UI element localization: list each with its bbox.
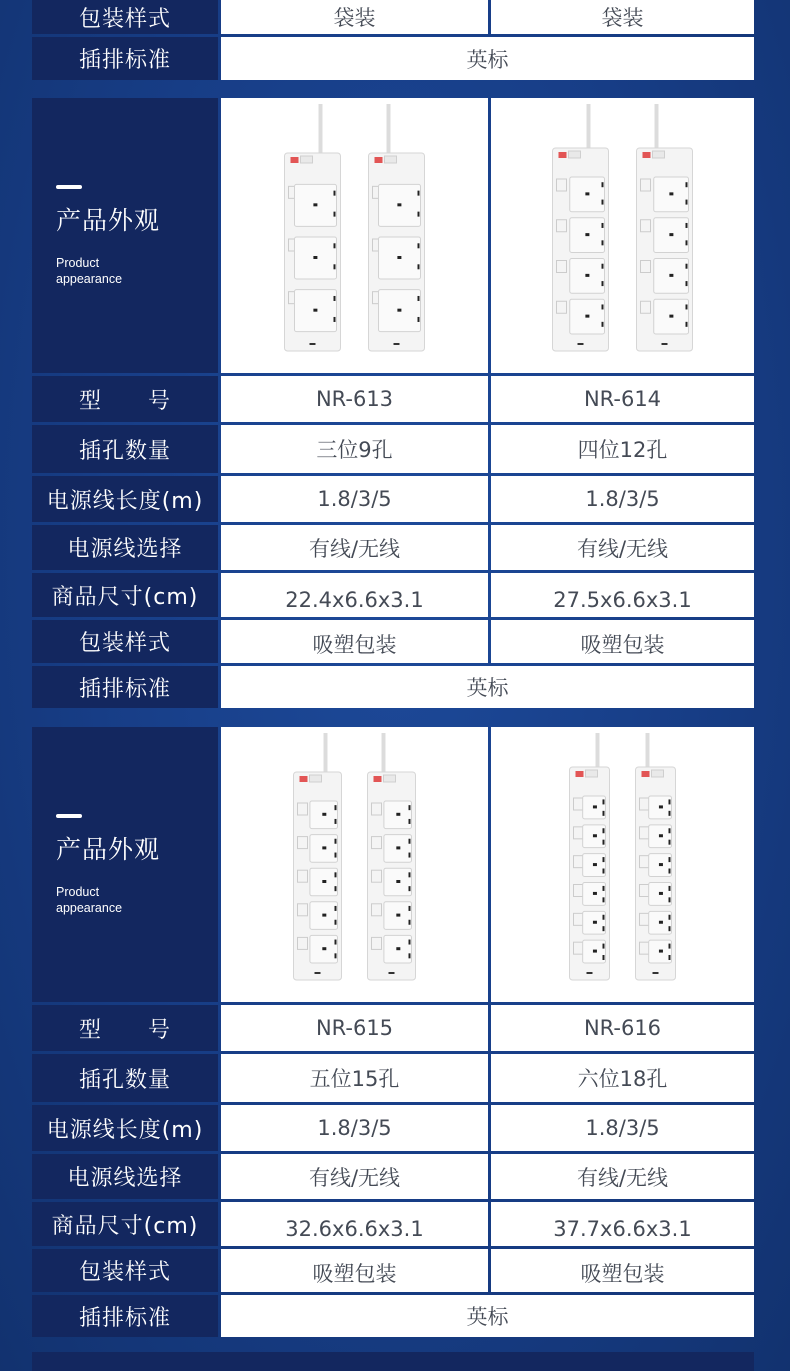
cord-option-value-left: 有线/无线 [221,525,488,570]
plug-standard-label: 插排标准 [32,37,218,80]
size-label: 商品尺寸(cm) [32,573,218,617]
cord-length-value-right: 1.8/3/5 [491,1105,754,1151]
packaging-value-right: 吸塑包装 [491,620,754,663]
6-way-power-strip-image [491,727,754,1002]
4-way-power-strip-image [491,98,754,373]
plug-standard-value: 英标 [221,666,754,708]
packaging-label: 包装样式 [32,620,218,663]
plug-standard-label: 插排标准 [32,666,218,708]
cord-option-value-right: 有线/无线 [491,1154,754,1199]
appearance-subtitle-1: Product [56,884,100,899]
appearance-subtitle-1: Product [56,255,100,270]
socket-count-value-right: 四位12孔 [491,425,754,473]
product-image-nr614 [491,98,754,373]
cord-length-value-left: 1.8/3/5 [221,1105,488,1151]
size-value-right: 37.7x6.6x3.1 [491,1202,754,1246]
power-strip [570,733,610,980]
accent-bar [56,814,82,818]
plug-standard-value: 英标 [221,37,754,80]
product-image-nr613 [221,98,488,373]
cord-length-value-left: 1.8/3/5 [221,476,488,522]
model-value-left: NR-613 [221,376,488,422]
appearance-subtitle-2: appearance [56,271,123,286]
packaging-label: 包装样式 [32,1249,218,1292]
cord-length-label: 电源线长度(m) [32,476,218,522]
model-label: 型 号 [32,376,218,422]
next-section-header [32,1352,754,1371]
size-value-left: 22.4x6.6x3.1 [221,573,488,617]
cord-length-value-right: 1.8/3/5 [491,476,754,522]
socket-count-value-left: 五位15孔 [221,1054,488,1102]
product-image-nr615 [221,727,488,1002]
appearance-label [32,727,218,1002]
socket-count-label: 插孔数量 [32,1054,218,1102]
size-label: 商品尺寸(cm) [32,1202,218,1246]
power-strip [285,104,341,351]
model-value-right: NR-616 [491,1005,754,1051]
power-strip [294,733,342,980]
packaging-value-left: 吸塑包装 [221,1249,488,1292]
power-strip [553,104,609,351]
appearance-title: 产品外观 [56,205,161,235]
power-strip [636,733,676,980]
5-way-power-strip-image [221,727,488,1002]
power-strip [637,104,693,351]
packaging-value-left: 袋装 [221,0,488,34]
appearance-title: 产品外观 [56,834,161,864]
size-value-left: 32.6x6.6x3.1 [221,1202,488,1246]
model-value-left: NR-615 [221,1005,488,1051]
cord-option-label: 电源线选择 [32,525,218,570]
appearance-subtitle-2: appearance [56,900,123,915]
socket-count-label: 插孔数量 [32,425,218,473]
power-strip [368,733,416,980]
cord-option-value-right: 有线/无线 [491,525,754,570]
packaging-value-right: 吸塑包装 [491,1249,754,1292]
cord-option-label: 电源线选择 [32,1154,218,1199]
plug-standard-value: 英标 [221,1295,754,1337]
accent-bar [56,185,82,189]
size-value-right: 27.5x6.6x3.1 [491,573,754,617]
model-label: 型 号 [32,1005,218,1051]
power-strip [369,104,425,351]
socket-count-value-right: 六位18孔 [491,1054,754,1102]
packaging-label: 包装样式 [32,0,218,34]
cord-length-label: 电源线长度(m) [32,1105,218,1151]
packaging-value-left: 吸塑包装 [221,620,488,663]
cord-option-value-left: 有线/无线 [221,1154,488,1199]
3-way-power-strip-image [221,98,488,373]
appearance-label [32,98,218,373]
plug-standard-label: 插排标准 [32,1295,218,1337]
socket-count-value-left: 三位9孔 [221,425,488,473]
packaging-value-right: 袋装 [491,0,754,34]
product-image-nr616 [491,727,754,1002]
model-value-right: NR-614 [491,376,754,422]
